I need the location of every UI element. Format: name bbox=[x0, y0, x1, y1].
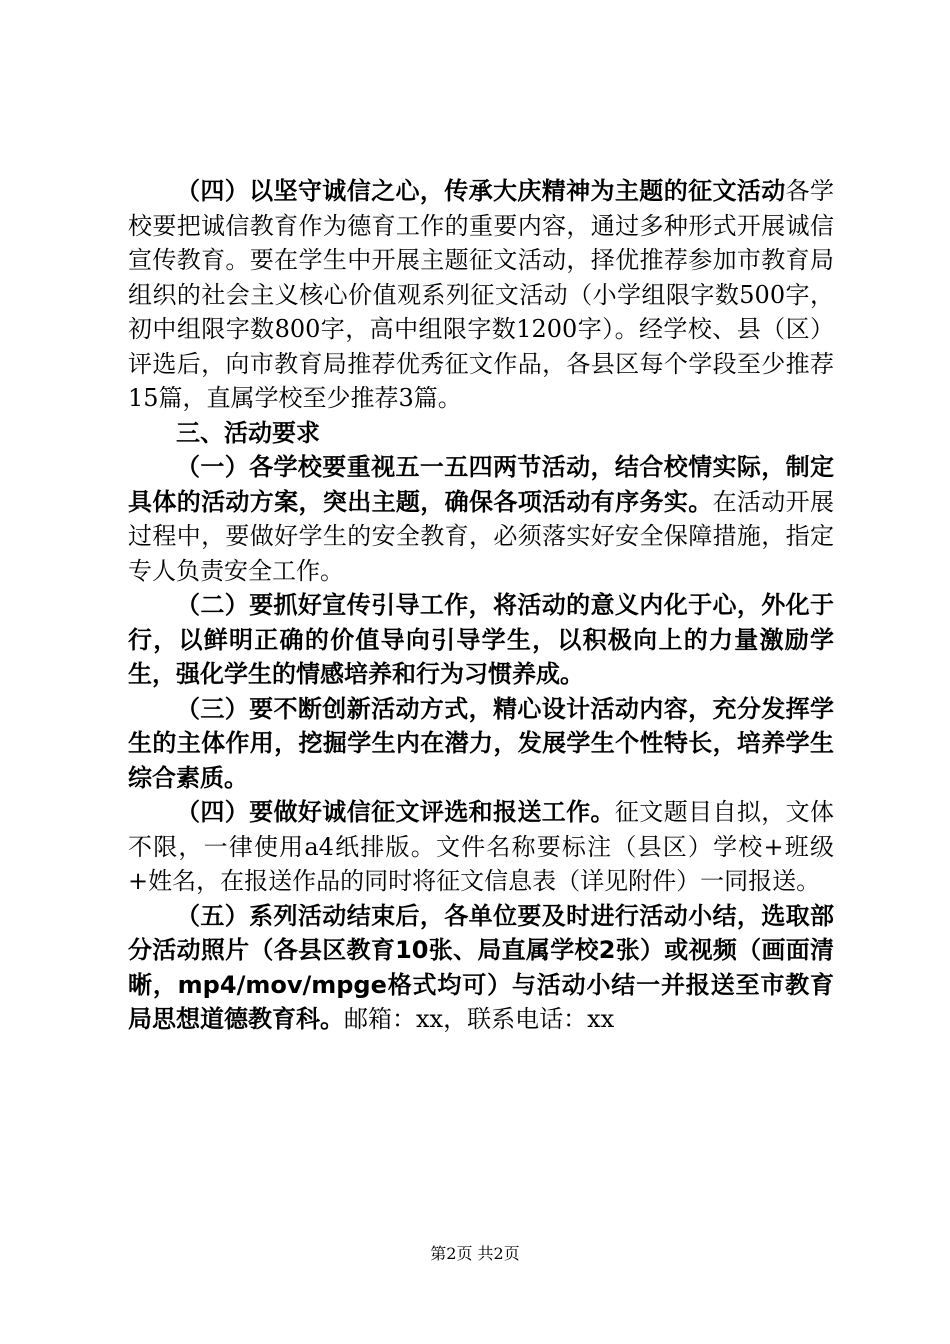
section-heading: 三、活动要求 bbox=[176, 418, 320, 447]
paragraph-requirement-5 bbox=[128, 899, 834, 1037]
document-body bbox=[128, 174, 834, 1037]
paragraph-body: 在活动开展过程中，要做好学生的安全教育，必须落实好安全保障措施，指定专人负责安全工作。 bbox=[128, 487, 835, 585]
paragraph-heading: （四）要做好诚信征文评选和报送工作。 bbox=[176, 798, 615, 826]
paragraph-requirement-2 bbox=[128, 588, 834, 692]
page-footer bbox=[0, 1244, 950, 1264]
paragraph-requirement-4 bbox=[128, 795, 834, 899]
paragraph-requirement-1 bbox=[128, 450, 834, 588]
page-number-label: 第2页 共2页 bbox=[430, 1244, 520, 1263]
paragraph-heading: （三）要不断创新活动方式，精心设计活动内容，充分发挥学生的主体作用，挖掘学生内在潜力，发展学生个性特长，培养学生综合素质。 bbox=[128, 694, 834, 792]
paragraph-heading: （二）要抓好宣传引导工作，将活动的意义内化于心，外化于行，以鲜明正确的价值导向引导学生，以积极向上的力量激励学生，强化学生的情感培养和行为习惯养成。 bbox=[128, 591, 834, 688]
paragraph-heading: （一）各学校要重视五一五四两节活动，结合校情实际，制定具体的活动方案，突出主题，确保各项活动有序务实。 bbox=[128, 453, 834, 516]
paragraph-body: 邮箱：xx，联系电话：xx bbox=[344, 1005, 615, 1033]
paragraph-heading: （四）以坚守诚信之心，传承大庆精神为主题的征文活动 bbox=[176, 177, 786, 205]
paragraph-body: 征文题目自拟，文体不限，一律使用a4纸排版。文件名称要标注（县区）学校+班级+姓名，在报送作品的同时将征文信息表（详见附件）一同报送。 bbox=[128, 798, 834, 895]
paragraph-essay-activity bbox=[128, 174, 834, 416]
paragraph-requirement-3 bbox=[128, 692, 834, 796]
paragraph-body: 各学校要把诚信教育作为德育工作的重要内容，通过多种形式开展诚信宣传教育。要在学生中开展主题征文活动，择优推荐参加市教育局组织的社会主义核心价值观系列征文活动（小学组限字数500字，初中组限字数800字，高中组限字数1200字）。经学校、县（区）评选后，向市教育局推荐优秀征文作品，各县区每个学段至少推荐15篇，直属学校至少推荐3篇。 bbox=[128, 177, 835, 412]
section-heading-requirements bbox=[128, 416, 834, 451]
paragraph-heading: （五）系列活动结束后，各单位要及时进行活动小结，选取部分活动照片（各县区教育10张、局直属学校2张）或视频（画面清晰，mp4/mov/mpge格式均可）与活动小结一并报送至市教育局思想道德教育科。 bbox=[128, 901, 834, 1033]
